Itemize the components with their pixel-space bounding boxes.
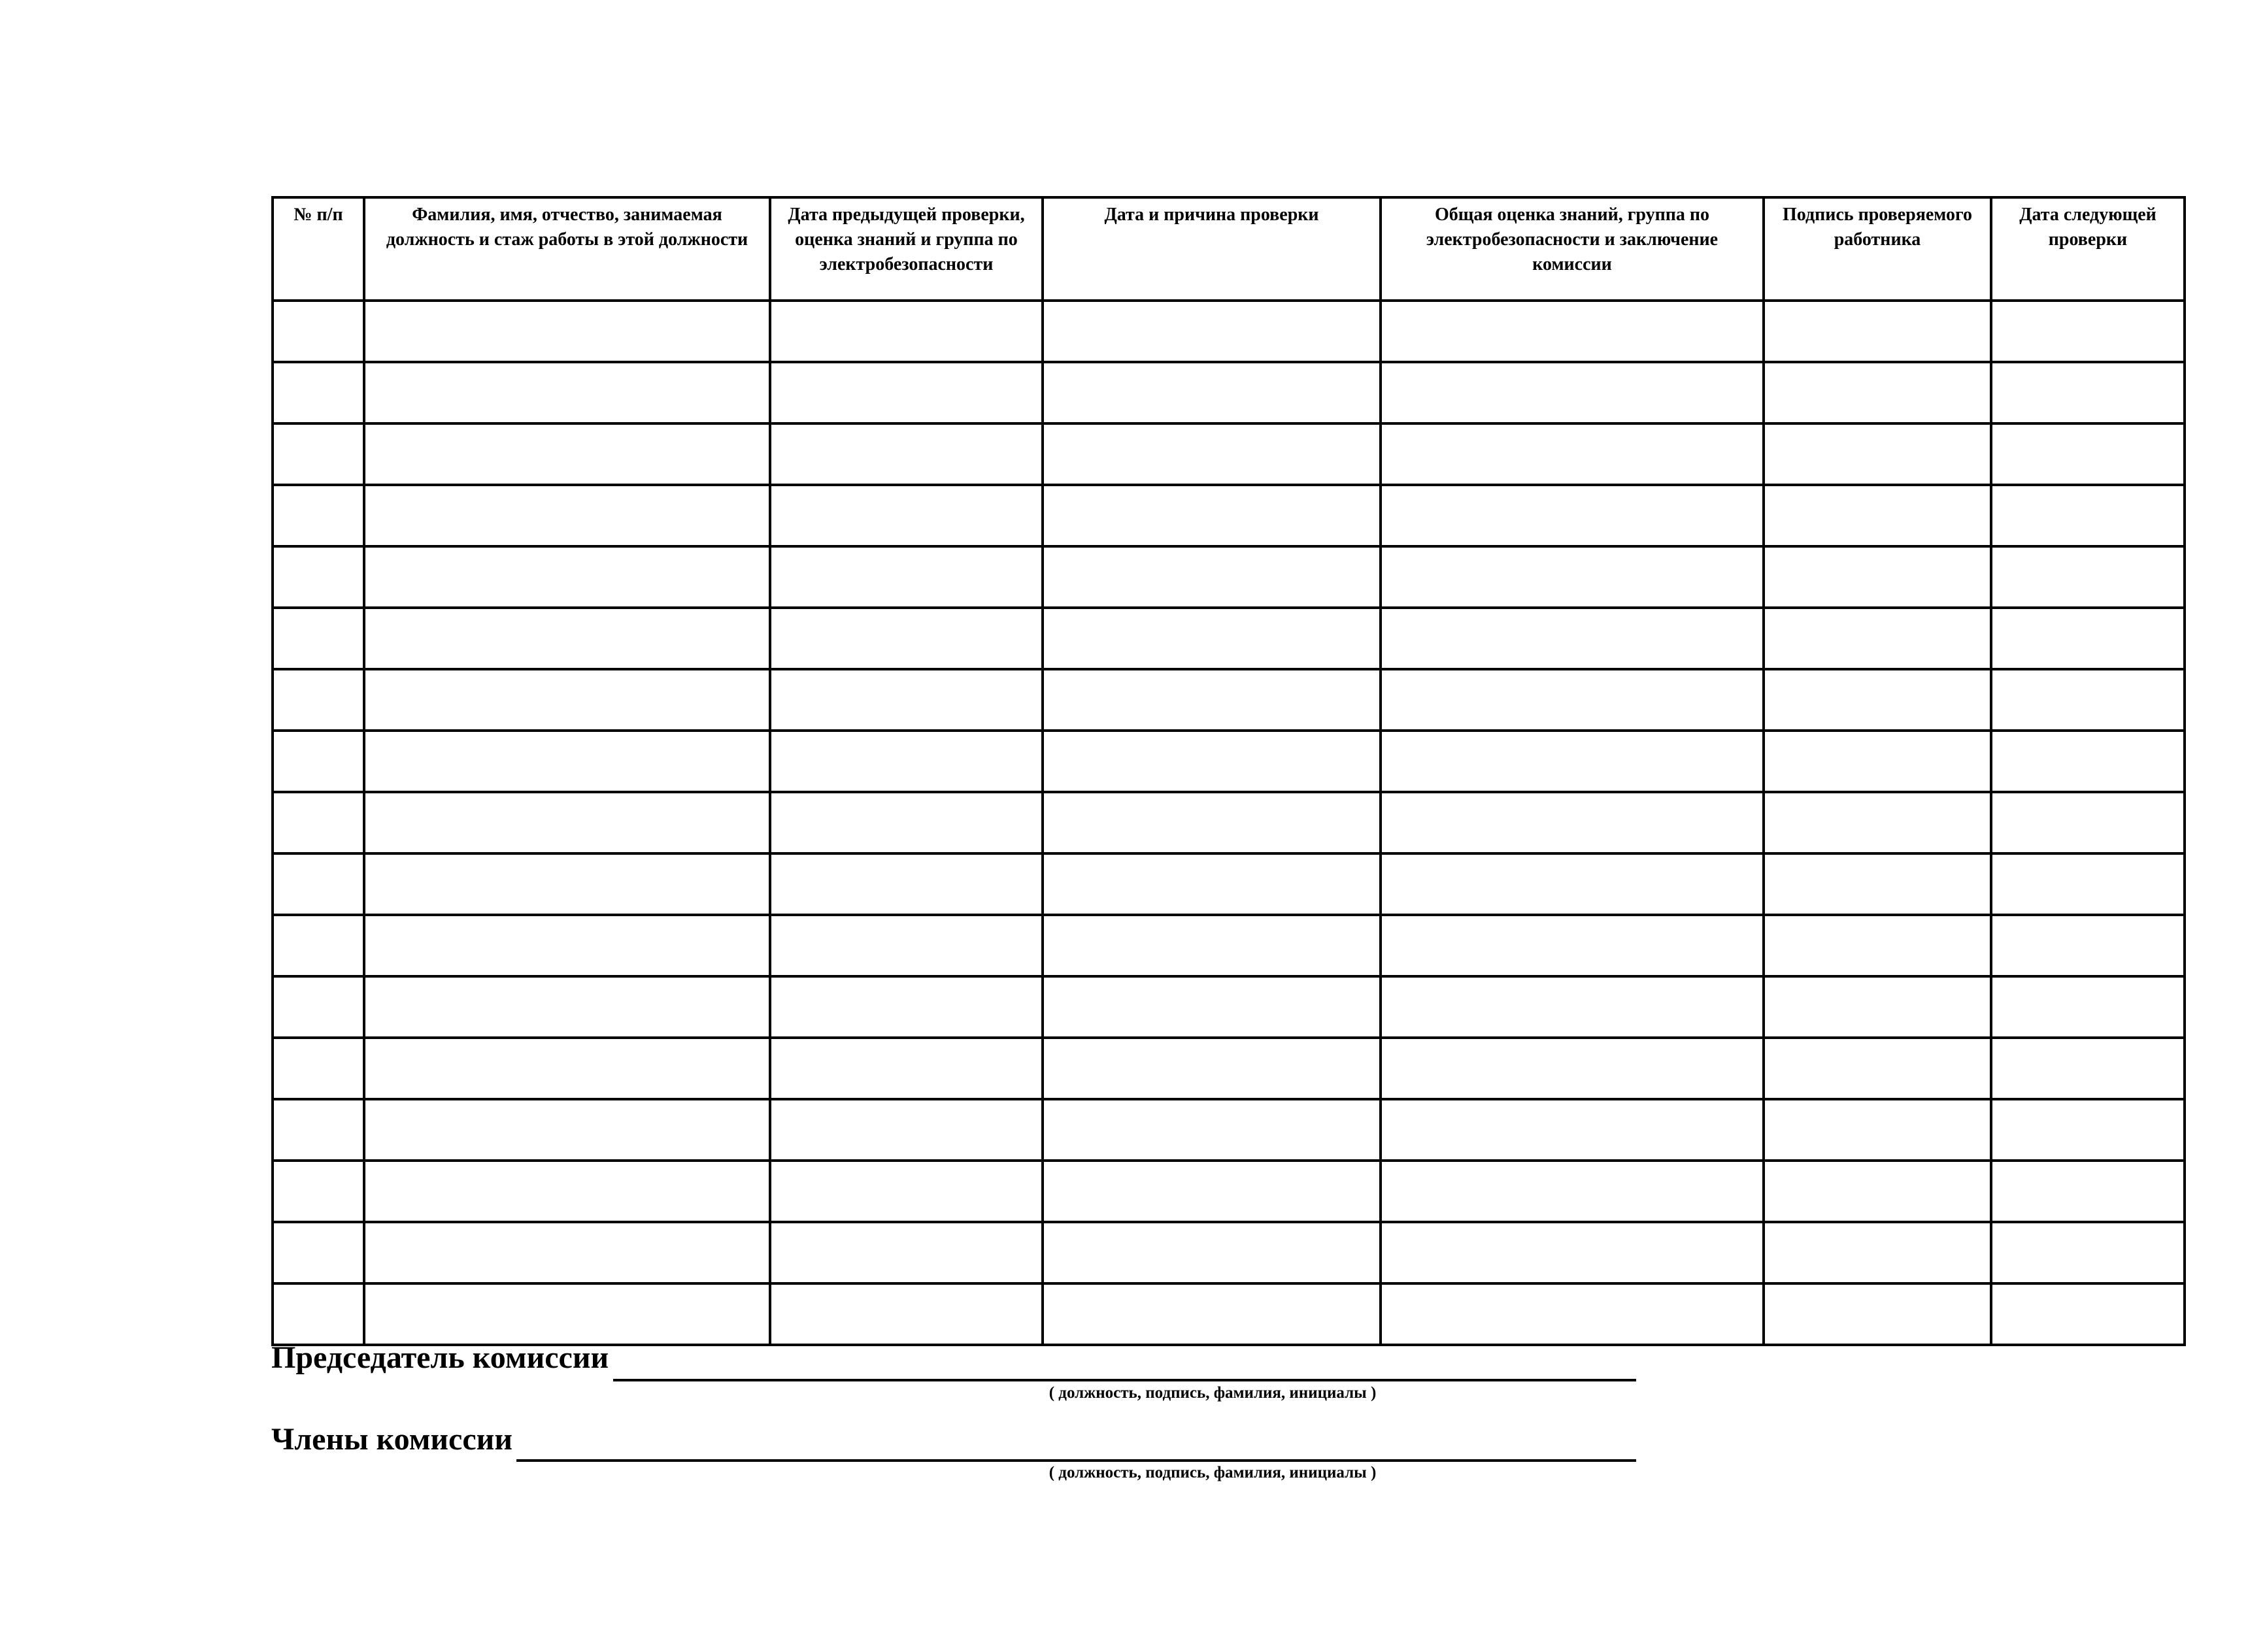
table-cell[interactable] — [1991, 1222, 2185, 1283]
table-cell[interactable] — [1764, 608, 1991, 669]
table-cell[interactable] — [1043, 301, 1381, 362]
table-cell[interactable] — [273, 915, 364, 976]
table-cell[interactable] — [770, 1283, 1043, 1345]
table-cell[interactable] — [1991, 485, 2185, 546]
chairman-label: Председатель комиссии — [271, 1340, 609, 1375]
table-cell[interactable] — [1043, 915, 1381, 976]
table-cell[interactable] — [364, 608, 770, 669]
header-next-check: Дата следующей проверки — [1991, 197, 2185, 301]
header-overall-assessment: Общая оценка знаний, группа по электробезопасности и заключение комиссии — [1381, 197, 1764, 301]
table-cell[interactable] — [1991, 608, 2185, 669]
table-cell[interactable] — [364, 669, 770, 731]
table-cell[interactable] — [364, 423, 770, 485]
table-cell[interactable] — [1991, 301, 2185, 362]
table-cell[interactable] — [1043, 1038, 1381, 1099]
table-cell[interactable] — [1381, 608, 1764, 669]
table-cell[interactable] — [1764, 1161, 1991, 1222]
table-cell[interactable] — [770, 423, 1043, 485]
table-cell[interactable] — [364, 1161, 770, 1222]
table-cell[interactable] — [1991, 1038, 2185, 1099]
table-row — [273, 1161, 2185, 1222]
table-cell[interactable] — [770, 546, 1043, 608]
table-row — [273, 1222, 2185, 1283]
table-cell[interactable] — [1043, 608, 1381, 669]
table-cell[interactable] — [1381, 1099, 1764, 1161]
table-cell[interactable] — [273, 362, 364, 423]
table-row — [273, 915, 2185, 976]
table-cell[interactable] — [1043, 669, 1381, 731]
table-row — [273, 1038, 2185, 1099]
table-cell[interactable] — [770, 792, 1043, 853]
table-row — [273, 362, 2185, 423]
table-cell[interactable] — [1381, 1222, 1764, 1283]
table-cell[interactable] — [364, 1283, 770, 1345]
table-cell[interactable] — [273, 669, 364, 731]
table-cell[interactable] — [364, 362, 770, 423]
table-cell[interactable] — [1381, 362, 1764, 423]
table-cell[interactable] — [273, 1161, 364, 1222]
table-cell[interactable] — [770, 976, 1043, 1038]
table-cell[interactable] — [1381, 423, 1764, 485]
table-cell[interactable] — [1381, 731, 1764, 792]
table-cell[interactable] — [273, 792, 364, 853]
table-cell[interactable] — [770, 1038, 1043, 1099]
table-cell[interactable] — [1991, 976, 2185, 1038]
table-cell[interactable] — [1043, 362, 1381, 423]
table-cell[interactable] — [1764, 915, 1991, 976]
table-row — [273, 669, 2185, 731]
table-cell[interactable] — [1043, 853, 1381, 915]
table-cell[interactable] — [770, 1161, 1043, 1222]
table-cell[interactable] — [1991, 1283, 2185, 1345]
table-cell[interactable] — [364, 731, 770, 792]
table-cell[interactable] — [273, 1283, 364, 1345]
table-cell[interactable] — [1764, 976, 1991, 1038]
table-cell[interactable] — [1764, 301, 1991, 362]
members-signature-line[interactable] — [516, 1459, 1636, 1462]
table-cell[interactable] — [273, 301, 364, 362]
table-cell[interactable] — [364, 853, 770, 915]
table-row — [273, 608, 2185, 669]
table-cell[interactable] — [1381, 546, 1764, 608]
members-caption: ( должность, подпись, фамилия, инициалы ) — [1049, 1464, 1377, 1481]
table-cell[interactable] — [273, 1099, 364, 1161]
header-signature: Подпись проверяемого работника — [1764, 197, 1991, 301]
table-cell[interactable] — [770, 731, 1043, 792]
table-cell[interactable] — [1764, 853, 1991, 915]
table-cell[interactable] — [1764, 485, 1991, 546]
table-cell[interactable] — [1764, 362, 1991, 423]
table-cell[interactable] — [364, 1099, 770, 1161]
table-cell[interactable] — [364, 1222, 770, 1283]
table-cell[interactable] — [1043, 1283, 1381, 1345]
table-cell[interactable] — [1764, 1222, 1991, 1283]
table-cell[interactable] — [1381, 669, 1764, 731]
table-row — [273, 853, 2185, 915]
table-cell[interactable] — [364, 915, 770, 976]
table-cell[interactable] — [364, 1038, 770, 1099]
table-cell[interactable] — [1991, 915, 2185, 976]
chairman-signature-line[interactable] — [613, 1379, 1636, 1381]
table-cell[interactable] — [1991, 731, 2185, 792]
table-cell[interactable] — [770, 853, 1043, 915]
table-cell[interactable] — [273, 853, 364, 915]
table-cell[interactable] — [1381, 301, 1764, 362]
table-cell[interactable] — [770, 608, 1043, 669]
table-cell[interactable] — [1381, 853, 1764, 915]
table-cell[interactable] — [770, 1222, 1043, 1283]
header-previous-check: Дата предыдущей проверки, оценка знаний и группа по электробезопасности — [770, 197, 1043, 301]
table-row — [273, 1283, 2185, 1345]
header-row — [273, 197, 2185, 301]
table-body — [273, 301, 2185, 1345]
table-cell[interactable] — [1381, 1038, 1764, 1099]
table-cell[interactable] — [1764, 1283, 1991, 1345]
table-cell[interactable] — [1043, 485, 1381, 546]
table-row — [273, 976, 2185, 1038]
chairman-caption: ( должность, подпись, фамилия, инициалы ) — [1049, 1384, 1377, 1402]
knowledge-check-log-table — [271, 196, 2186, 1346]
table-row — [273, 485, 2185, 546]
table-cell[interactable] — [1991, 423, 2185, 485]
table-cell[interactable] — [1381, 1161, 1764, 1222]
table-cell[interactable] — [1043, 731, 1381, 792]
table-row — [273, 301, 2185, 362]
table-cell[interactable] — [273, 546, 364, 608]
table-cell[interactable] — [273, 976, 364, 1038]
table-cell[interactable] — [1043, 976, 1381, 1038]
table-cell[interactable] — [1991, 362, 2185, 423]
table-row — [273, 792, 2185, 853]
table-cell[interactable] — [273, 608, 364, 669]
table-cell[interactable] — [1764, 669, 1991, 731]
table-cell[interactable] — [1381, 1283, 1764, 1345]
table-cell[interactable] — [364, 301, 770, 362]
table-cell[interactable] — [770, 301, 1043, 362]
table-cell[interactable] — [1991, 546, 2185, 608]
table-cell[interactable] — [1043, 792, 1381, 853]
table-cell[interactable] — [1381, 976, 1764, 1038]
table-cell[interactable] — [770, 669, 1043, 731]
table-cell[interactable] — [770, 362, 1043, 423]
header-date-reason: Дата и причина проверки — [1043, 197, 1381, 301]
table-cell[interactable] — [364, 546, 770, 608]
table-cell[interactable] — [273, 1038, 364, 1099]
table-cell[interactable] — [1991, 792, 2185, 853]
table-cell[interactable] — [1764, 1038, 1991, 1099]
table-cell[interactable] — [1043, 1099, 1381, 1161]
table-cell[interactable] — [1043, 1222, 1381, 1283]
table-cell[interactable] — [1764, 792, 1991, 853]
table-cell[interactable] — [770, 915, 1043, 976]
members-label: Члены комиссии — [271, 1422, 512, 1457]
table-cell[interactable] — [1043, 546, 1381, 608]
table-cell[interactable] — [1764, 423, 1991, 485]
table-cell[interactable] — [1381, 915, 1764, 976]
header-number: № п/п — [273, 197, 364, 301]
table-row — [273, 546, 2185, 608]
table-cell[interactable] — [1991, 669, 2185, 731]
table-cell[interactable] — [770, 1099, 1043, 1161]
table-row — [273, 423, 2185, 485]
table-cell[interactable] — [1991, 853, 2185, 915]
header-name-position: Фамилия, имя, отчество, занимаемая должность и стаж работы в этой должности — [364, 197, 770, 301]
table-cell[interactable] — [1043, 423, 1381, 485]
table-cell[interactable] — [273, 485, 364, 546]
table-cell[interactable] — [273, 731, 364, 792]
table-cell[interactable] — [1381, 792, 1764, 853]
table-cell[interactable] — [1043, 1161, 1381, 1222]
table-cell[interactable] — [364, 976, 770, 1038]
table-cell[interactable] — [1764, 1099, 1991, 1161]
table-cell[interactable] — [1764, 731, 1991, 792]
table-cell[interactable] — [1381, 485, 1764, 546]
table-cell[interactable] — [1991, 1099, 2185, 1161]
table-cell[interactable] — [1991, 1161, 2185, 1222]
table-cell[interactable] — [770, 485, 1043, 546]
table-cell[interactable] — [364, 485, 770, 546]
table-cell[interactable] — [273, 1222, 364, 1283]
table-cell[interactable] — [1764, 546, 1991, 608]
table-row — [273, 731, 2185, 792]
table-cell[interactable] — [364, 792, 770, 853]
table-row — [273, 1099, 2185, 1161]
table-cell[interactable] — [273, 423, 364, 485]
